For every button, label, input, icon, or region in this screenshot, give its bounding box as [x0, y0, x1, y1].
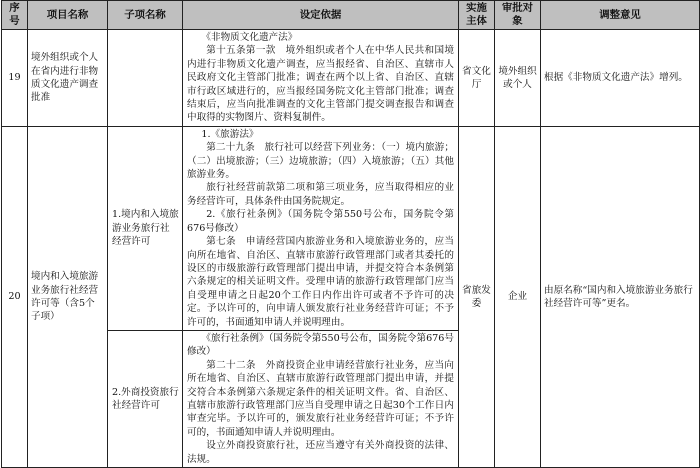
header-adjustment-opinion: 调整意见 — [541, 1, 700, 30]
header-implementing-body: 实施主体 — [459, 1, 495, 30]
row-approval-target: 企业 — [495, 126, 541, 467]
row-implementing-body: 省旅发委 — [459, 126, 495, 467]
basis-paragraph: 旅行社经营前款第二项和第三项业务，应当取得相应的业务经营许可，具体条件由国务院规定。 — [187, 182, 454, 207]
basis-paragraph: 第十五条第一款 境外组织或者个人在中华人民共和国境内进行非物质文化遗产调查，应当报经省、自治区、直辖市人民政府文化主管部门批准；调查在两个以上省、自治区、直辖市行政区域进行的，应当报经国务院文化主管部门批准；调查结束后，应当向批准调查的文化主管部门提交调查报告和调查中取得的实物图片、资料复制件。 — [187, 45, 454, 124]
basis-paragraph: 2.《旅行社条例》（国务院令第550号公布，国务院令第676号修改） — [187, 209, 454, 234]
row-item-name: 境外组织或个人在省内进行非物质文化遗产调查批准 — [28, 30, 108, 127]
row-approval-target: 境外组织或个人 — [495, 30, 541, 127]
basis-paragraph: 《非物质文化遗产法》 — [201, 32, 298, 43]
basis-paragraph: 第二十九条 旅行社可以经营下列业务：（一）境内旅游；（二）出境旅游；（三）边境旅游；（四）入境旅游；（五）其他旅游业务。 — [187, 142, 454, 181]
basis-paragraph: 1.《旅游法》 — [201, 128, 259, 140]
row-serial-number: 19 — [2, 30, 28, 127]
header-sub-item-name: 子项名称 — [108, 1, 183, 30]
row-sub-item-name — [108, 30, 183, 127]
header-item-name: 项目名称 — [28, 1, 108, 30]
basis-paragraph: 设立外商投资旅行社，还应当遵守有关外商投资的法律、法规。 — [187, 440, 454, 465]
row-item-name: 境内和入境旅游业务旅行社经营许可等（含5个子项） — [28, 126, 108, 467]
table-row — [2, 126, 700, 330]
header-approval-target: 审批对象 — [495, 1, 541, 30]
row-adjustment-opinion: 根据《非物质文化遗产法》增列。 — [541, 30, 700, 127]
row-adjustment-opinion: 由原名称“国内和入境旅游业务旅行社经营许可等”更名。 — [541, 126, 700, 467]
row-legal-basis — [183, 30, 459, 127]
basis-paragraph: 第七条 申请经营国内旅游业务和入境旅游业务的，应当向所在地省、自治区、直辖市旅游行政管理部门或者其委托的设区的市级旅游行政管理部门提出申请，并提交符合本条例第六条规定的相关证明文件。受理申请的旅游行政管理部门应当自受理申请之日起20个工作日内作出许可或者不予许可的决定。予以许可的，向申请人颁发旅行社业务经营许可证；不予许可的，书面通知申请人并说明理由。 — [187, 236, 454, 328]
row-sub-item-name: 2.外商投资旅行社经营许可 — [108, 330, 183, 467]
header-serial-number: 序号 — [2, 1, 28, 30]
table-row — [2, 30, 700, 127]
approval-items-table — [1, 0, 700, 468]
header-legal-basis: 设定依据 — [183, 1, 459, 30]
row-implementing-body: 省文化厅 — [459, 30, 495, 127]
table-header-row — [2, 1, 700, 30]
row-serial-number: 20 — [2, 126, 28, 467]
basis-paragraph: 《旅行社条例》（国务院令第550号公布，国务院令第676号修改） — [187, 332, 454, 358]
row-sub-item-name: 1.境内和入境旅游业务旅行社经营许可 — [108, 126, 183, 330]
row-legal-basis — [183, 126, 459, 330]
row-legal-basis — [183, 330, 459, 467]
basis-paragraph: 第二十二条 外商投资企业申请经营旅行社业务，应当向所在地省、自治区、直辖市旅游行政管理部门提出申请，并提交符合本条例第六条规定条件的相关证明文件。省、自治区、直辖市旅游行政管理部门应当自受理申请之日起30个工作日内审查完毕。予以许可的，颁发旅行社业务经营许可证；不予许可的，书面通知申请人并说明理由。 — [187, 359, 454, 438]
